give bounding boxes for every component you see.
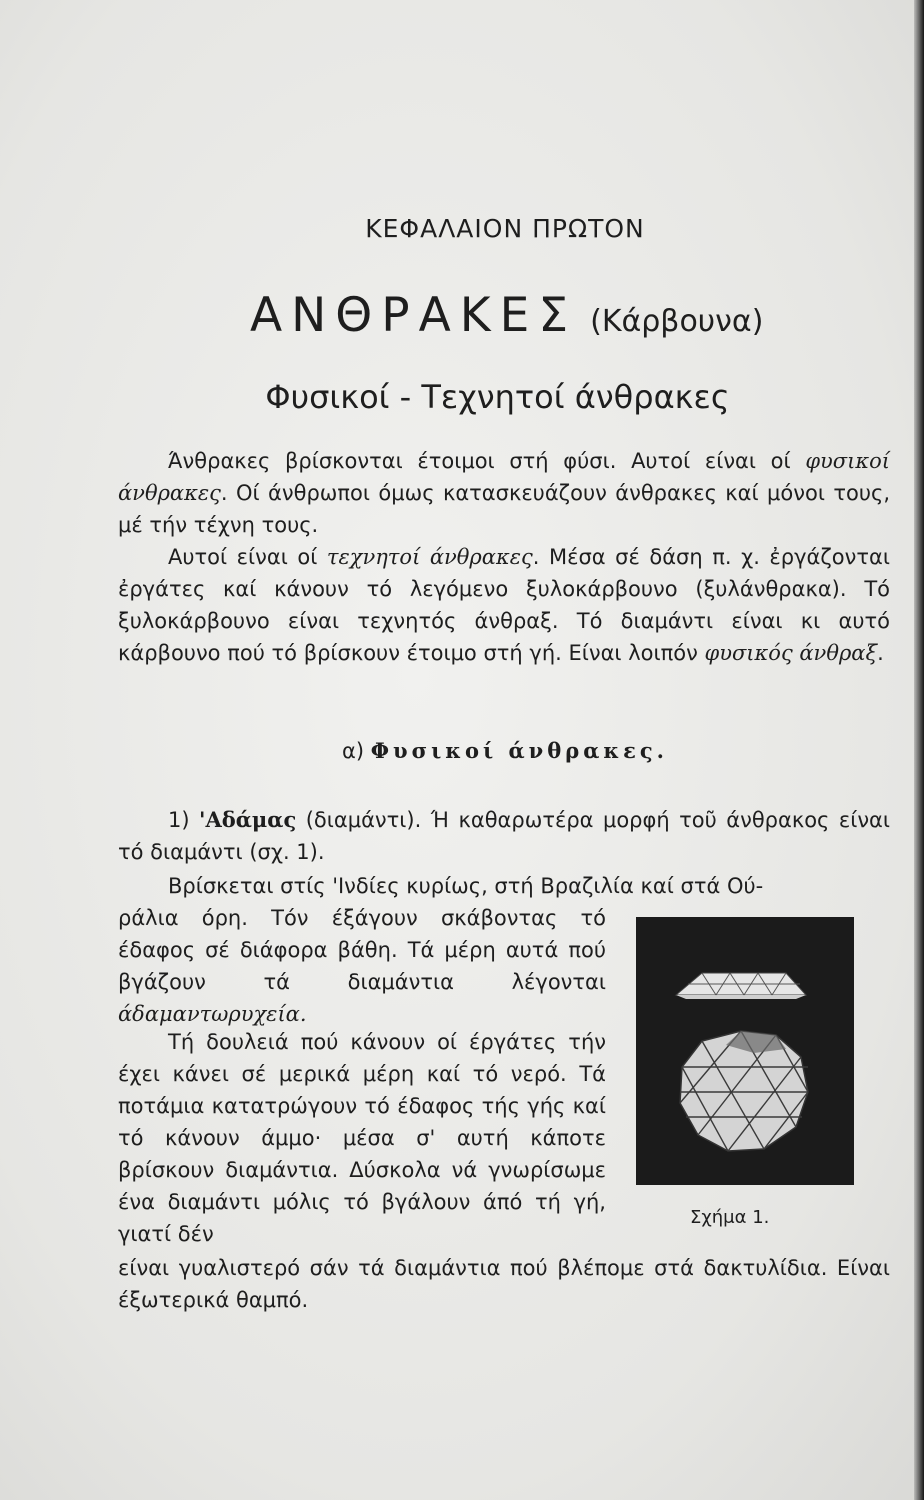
paragraph-2 [118, 541, 890, 669]
chapter-heading: ΚΕΦΑΛΑΙΟΝ ΠΡΩΤΟΝ [365, 214, 645, 243]
para4-emphasis: άδαμαντωρυχεία. [118, 1002, 307, 1026]
diamond-illustration [636, 917, 854, 1185]
paragraph-6: είναι γυαλιστερό σάν τά διαμάντια πού βλέπομε στά δακτυλίδια. Είναι έξωτερικά θαμπό. [118, 1256, 890, 1312]
para3-text-a: 1) [168, 808, 200, 832]
para1-emphasis: φυσικοί άνθρακες [118, 449, 890, 505]
section-title: Φυσικοί άνθρακες. [370, 738, 668, 763]
figure-caption: Σχήμα 1. [690, 1207, 770, 1228]
diamond-figure [636, 917, 854, 1185]
para4-text: ράλια όρη. Τόν έξάγουν σκάβοντας τό έδαφος σέ διάφορα βάθη. Τά μέρη αυτά πού βγάζουν τά διαμάντια λέγονται [118, 906, 606, 994]
para1-text-b: . Οί άνθρωποι όμως κατασκευάζουν άνθρακες καί μόνοι τους, μέ τήν τέχνη τους. [118, 481, 890, 537]
section-prefix: α) [342, 739, 365, 763]
paragraph-5: Τή δουλειά πού κάνουν οί έργάτες τήν έχει κάνει σέ μερικά μέρη καί τό νερό. Τά ποτάμια κατατρώγουν τό έδαφος τής γής καί τό κάνουν άμμο· μέσα σ' αυτή κάποτε βρίσκουν διαμάντια. Δύσκολα νά γνωρίσωμε ένα διαμάντι μόλις τό βγάλουν άπό τή γή, γιατί δέν [118, 1030, 606, 1246]
page-title [250, 288, 763, 343]
paragraph-4-rest [118, 902, 606, 1030]
paragraph-3 [118, 804, 890, 868]
subtitle: Φυσικοί - Τεχνητοί άνθρακες [265, 378, 730, 416]
para3-bold-term: 'Αδάμας [199, 807, 297, 832]
para2-emphasis: τεχνητοί άνθρακες [326, 545, 533, 569]
section-heading [0, 738, 924, 763]
title-paren: (Κάρβουνα) [590, 304, 764, 339]
para2-text-b: . Μέσα σέ δάση π. χ. ἐργάζονται ἐργάτες καί κάνουν τό λεγόμενο ξυλοκάρβουνο (ξυλάνθρακα). Τό ξυλοκάρβουνο είναι τεχνητός άνθραξ. Τό διαμάντι είναι κι αυτό κάρβουνο πού τό βρίσκουν έτοιμο στή γή. Είναι λοιπόν [118, 545, 890, 665]
para1-text-a: Άνθρακες βρίσκονται έτοιμοι στή φύσι. Αυτοί είναι οί [168, 449, 806, 473]
para2-emphasis-2: φυσικός άνθραξ [704, 641, 878, 665]
title-main: ΑΝΘΡΑΚΕΣ [250, 288, 578, 343]
para2-text-c: . [877, 641, 884, 665]
para2-text-a: Αυτοί είναι οί [168, 545, 327, 569]
para3-text-b: (διαμάντι). Ή καθαρωτέρα μορφή τοῦ άνθρακος είναι τό διαμάντι (σχ. 1). [118, 808, 890, 864]
paragraph-4-line1: Βρίσκεται στίς 'Ινδίες κυρίως, στή Βραζιλία καί στά Ού- [168, 874, 764, 898]
paragraph-1 [118, 445, 890, 541]
